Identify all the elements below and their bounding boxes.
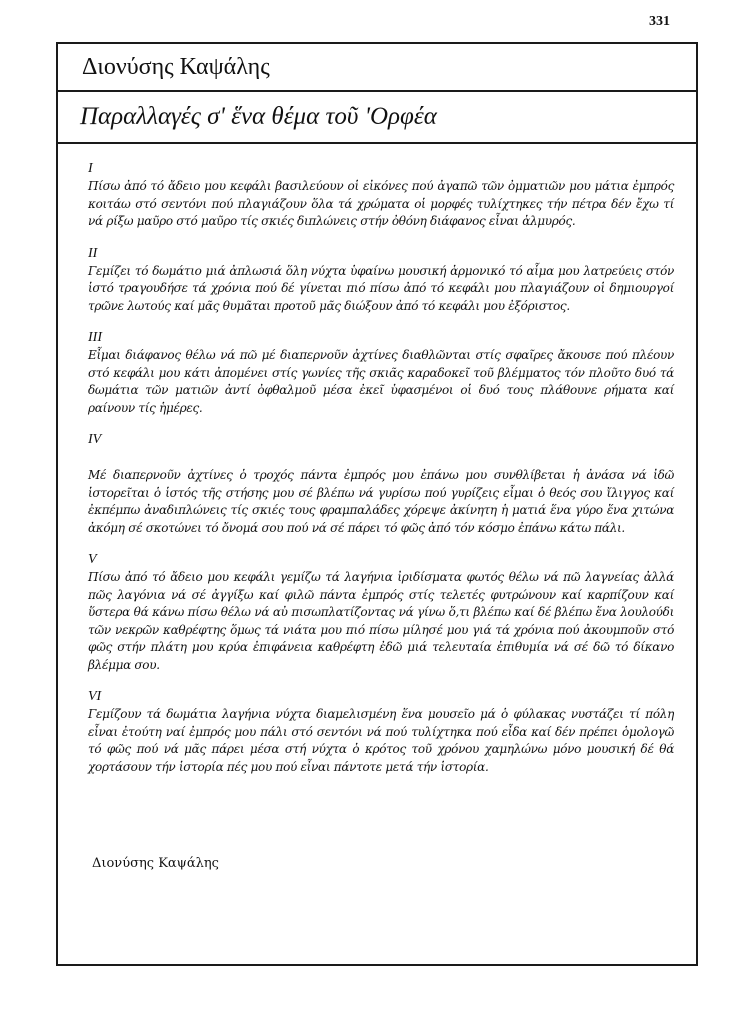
poem-body: [58, 144, 696, 776]
section-numeral: II: [88, 245, 98, 261]
author-signature: Διονύσης Καψάλης: [92, 856, 219, 871]
section-text: Γεμίζουν τά δωμάτια λαγήνια νύχτα διαμελισμένη ἕνα μουσεῖο μά ὁ φύλακας νυστάζει τί πόλη εἶναι ἐτούτη ναί ἐμπρός μου πάλι στό σεντόνι νά πού τυλίχτηκα πού εἶδα καί δέν πρέπει ὁμολογῶ τό φῶς πού νά μᾶς πάρει μέσα στή νύχτα ὁ κρότος τοῦ χρόνου χαμηλώνω μόνο μουσική δέ θά χορτάσουν τήν ἱστορία πές μου πού εἶναι πάντοτε μετά τήν ἱστορία.: [88, 707, 674, 774]
section-numeral: VI: [88, 689, 102, 704]
poem-section-3: [88, 329, 674, 417]
poem-section-6: [88, 688, 674, 776]
section-text: Μέ διαπερνοῦν ἀχτίνες ὁ τροχός πάντα ἐμπρός μου ἐπάνω μου συνθλίβεται ἡ ἀνάσα νά ἰδῶ ἱστορεῖται ὁ ἱστός τῆς στήσης μου σέ βλέπω νά γυρίσω πού γυρίζεις εἶμαι ὁ θεός σου ἴλιγγος καί ἐκπέμπω ἀναδιπλώνεις τίς σκιές τους φραμπαλάδες χόρεψε ἀκίνητη ἡ ματιά ἕνα γύρο ἕνα χιτώνα ἀκόμη σέ σκοτώνει τό ὄνομά σου πού νά σέ πάρει τό φῶς ἀπό τόν κόσμο ἐπάνω κάτω πάλι.: [88, 468, 674, 535]
section-text: Πίσω ἀπό τό ἄδειο μου κεφάλι γεμίζω τά λαγήνια ἰριδίσματα φωτός θέλω νά πῶ λαγνείας ἀλλά πῶς λαγόνια νά σέ ἀγγίξω καί φιλῶ πάντα ἐμπρός στίς τελετές φυτρώνουν καί καρπίζουν καί ὕστερα θά κάνω πίσω θέλω νά αὐ πισωπλατίζοντας νά γίνω ὅ,τι βλέπω καί δέ βλέπω ἕνα λουλούδι τῶν νεκρῶν καθρέφτης ὅμως τά νιάτα μου πιό πίσω μίλησέ μου γιά τά χρόνια πού ἀκουμποῦν στό φῶς στήν πλάτη μου κρύα ἐπιφάνεια καθρέφτη ἐδῶ μιά τελευταία ἐπιθυμία νά σέ δῶ τό δίκανο βλέμμα σου.: [88, 570, 674, 672]
poem-section-1: [88, 160, 674, 231]
poem-section-5: [88, 551, 674, 674]
poem-section-4: [88, 431, 674, 537]
section-numeral: IV: [88, 432, 102, 447]
author-heading: Διονύσης Καψάλης: [58, 44, 696, 92]
poem-title: Παραλλαγές σ' ἕνα θέμα τοῦ 'Ορφέα: [58, 92, 696, 144]
section-numeral: V: [88, 552, 97, 567]
section-text: Γεμίζει τό δωμάτιο μιά ἀπλωσιά ὅλη νύχτα ὑφαίνω μουσική ἁρμονικό τό αἷμα μου λατρεύεις στόν ἱστό τραγουδήσε τά χρόνια πού δέ γίνεται πιό πίσω ἀπό τό κεφάλι μου πλαγιάζουν οἱ δημιουργοί τρῶνε λωτούς καί μᾶς θυμᾶται προτοῦ μᾶς διώξουν ἀπό τό κεφάλι μου ἐξόριστος.: [88, 263, 674, 313]
page-frame: [56, 42, 698, 966]
poem-section-2: [88, 245, 674, 316]
section-numeral: I: [88, 161, 93, 176]
section-numeral: III: [88, 330, 102, 345]
section-text: Εἶμαι διάφανος θέλω νά πῶ μέ διαπερνοῦν ἀχτίνες διαθλῶνται στίς σφαῖρες ἄκουσε πού πλέουν στό κεφάλι μου κάτι ἀπομένει στίς γωνίες τῆς σκιᾶς καραδοκεῖ τοῦ βλέμματος τόν πλοῦτο δυό τά δωμάτια τῶν ματιῶν ἀντί ὀφθαλμοῦ μέσα ἐκεῖ ὑφασμένοι οἱ δυό τους πλάθουνε ρήματα καί ραίνουν τίς ἡμέρες.: [88, 348, 674, 415]
page-number: 331: [649, 14, 670, 29]
section-text: Πίσω ἀπό τό ἄδειο μου κεφάλι βασιλεύουν οἱ εἰκόνες πού ἀγαπῶ τῶν ὀμματιῶν μου μάτια ἐμπρός κοιτάω στό σεντόνι πού πλαγιάζουν ὅλα τά χρώματα οἱ μορφές τυλίχτηκες τήν πέτρα δέν ἔχω τί νά ρίξω μαῦρο στό μαῦρο τίς σκιές διπλώνεις στήν ὀθόνη διάφανος εἶναι ἁλμυρός.: [88, 179, 674, 228]
